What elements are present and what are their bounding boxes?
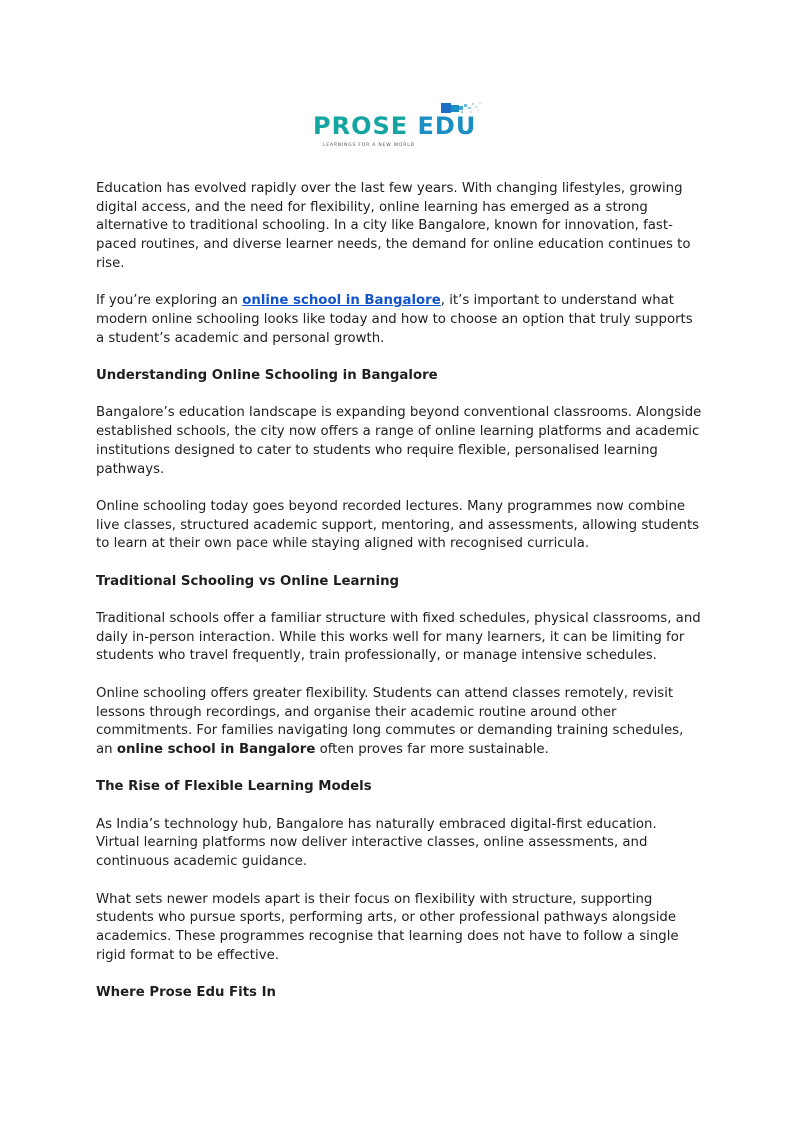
heading-understanding-online-schooling: Understanding Online Schooling in Bangalore (96, 368, 438, 383)
logo-tagline: LEARNINGS FOR A NEW WORLD (323, 143, 415, 148)
heading-traditional-vs-online: Traditional Schooling vs Online Learning (96, 573, 400, 589)
landscape-paragraph: Bangalore’s education landscape is expanding beyond conventional classrooms. Alongside established schools, the city now offers a range of online learning platforms and academic institutions designed to cater to students who require flexible, personalised learning pathways. (96, 405, 702, 477)
online-school-bangalore-bold: online school in Bangalore (116, 741, 316, 757)
heading-rise-flexible-learning: The Rise of Flexible Learning Models (96, 779, 372, 795)
exploring-paragraph (96, 292, 702, 348)
flexibility-paragraph (96, 685, 702, 760)
prose-edu-logo (313, 100, 483, 152)
exploring-text-after: , it’s important to understand what modern online schooling looks like today and how to choose an option that truly supports a student’s academic and personal growth. (96, 293, 693, 346)
heading-where-prose-edu-fits: Where Prose Edu Fits In (96, 985, 277, 1001)
flexibility-text-after: often proves far more sustainable. (315, 741, 549, 757)
logo-word-prose: PROSE (313, 112, 409, 140)
traditional-schools-paragraph: Traditional schools offer a familiar structure with fixed schedules, physical classrooms, and daily in-person interaction. While this works well for many learners, it can be limiting for students who travel frequently, train professionally, or manage intensive schedules. (96, 611, 701, 664)
beyond-lectures-paragraph: Online schooling today goes beyond recorded lectures. Many programmes now combine live classes, structured academic support, mentoring, and assessments, allowing students to learn at their own pace while staying aligned with recognised curricula. (96, 498, 700, 552)
article-body (96, 180, 702, 1021)
online-school-bangalore-link[interactable]: online school in Bangalore (242, 293, 441, 309)
exploring-text-before: If you’re exploring an (96, 293, 243, 309)
logo-wordmark (313, 114, 476, 138)
intro-paragraph: Education has evolved rapidly over the last few years. With changing lifestyles, growing digital access, and the need for flexibility, online learning has emerged as a strong alternative to traditional schooling. In a city like Bangalore, known for innovation, fast-paced routines, and diverse learner needs, the demand for online education continues to rise. (96, 181, 691, 271)
flexibility-text-before: Online schooling offers greater flexibility. Students can attend classes remotely, revisit lessons through recordings, and organise their academic routine around other commitments. For families navigating long commutes or demanding training schedules, an (96, 685, 684, 757)
newer-models-paragraph: What sets newer models apart is their focus on flexibility with structure, supporting students who pursue sports, performing arts, or other professional pathways alongside academics. These programmes recognise that learning does not have to follow a single rigid format to be effective. (96, 891, 679, 963)
tech-hub-paragraph: As India’s technology hub, Bangalore has naturally embraced digital-first education. Virtual learning platforms now deliver interactive classes, online assessments, and continuous academic guidance. (96, 816, 657, 870)
logo-word-edu: EDU (417, 112, 477, 140)
